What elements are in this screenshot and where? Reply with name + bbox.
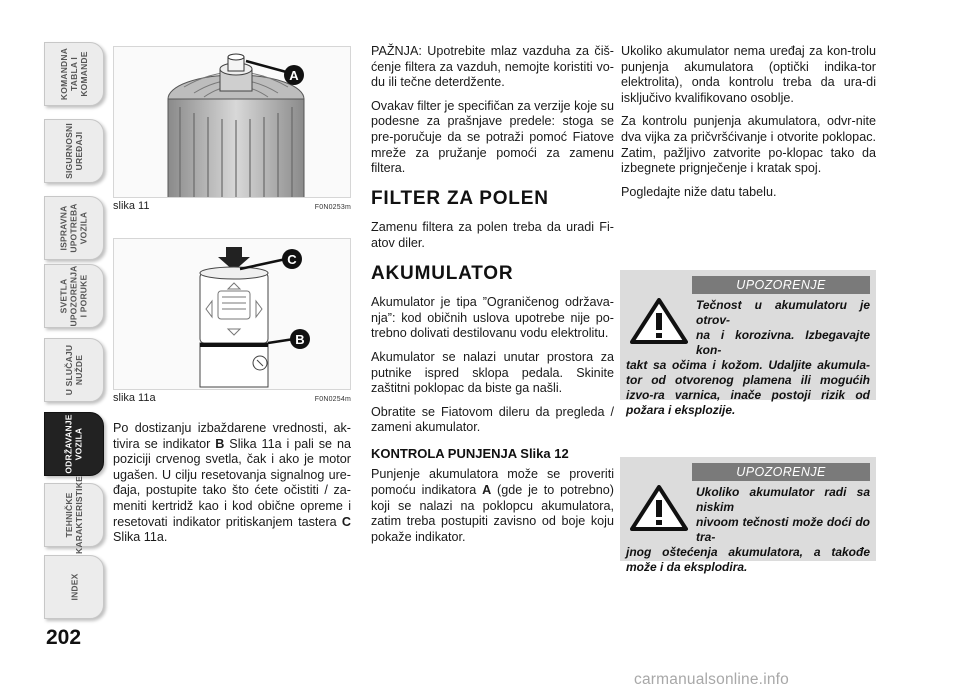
column-3 (621, 44, 876, 208)
tab-label: ODRŽAVANJE VOZILA (64, 414, 84, 474)
tab-label: ISPRAVNA UPOTREBA VOZILA (58, 203, 89, 253)
paragraph-battery-dealer: Obratite se Fiatovom dileru da pregleda / zameni akumulator. (371, 404, 614, 435)
column-2 (371, 44, 614, 553)
warning-title: UPOZORENJE (692, 276, 870, 294)
tab-ispravna-upotreba[interactable] (44, 196, 104, 260)
tab-index[interactable] (44, 555, 104, 619)
marker-b-label: B (295, 332, 305, 347)
tab-label: SIGURNOSNI UREĐAJI (64, 123, 84, 179)
marker-c-label: C (287, 252, 297, 267)
heading-pollen-filter: FILTER ZA POLEN (371, 187, 549, 209)
figure-11a-caption (113, 392, 351, 404)
paragraph-no-indicator: Ukoliko akumulator nema uređaj za kon-trolu punjenja akumulatora (optički indika-tor elektrolita), onda kontrolu treba da ura-di isključivo kvalifikovano osoblje. (621, 44, 876, 105)
warning-text: Tečnost u akumulatoru je otrov- na i korozivna. Izbegavajte kon- takt sa očima i kožom. Udaljite akumula-tor od otvorenog plamena ili mogućih izvo-ra varnica, inače postoji rizik od požara i eksplozije. (626, 298, 870, 417)
warning-triangle-icon (630, 485, 688, 531)
figure-11-caption (113, 200, 351, 212)
paragraph-charge-procedure: Za kontrolu punjenja akumulatora, odvr-nite dva vijka za pričvršćivanje i otvorite poklopac. Zatim, pažljivo zatvorite po-klopac tako da izbegnete prignječenje i kratak spoj. (621, 114, 876, 176)
paragraph-pollen-filter: Zamenu filtera za polen treba da uradi Fi-atov diler. (371, 220, 614, 250)
tab-label: KOMANDNA TABLA I KOMANDE (59, 47, 89, 101)
page-number: 202 (46, 626, 82, 649)
tab-label: TEHNIČKE KARAKTERISTIKE (64, 476, 85, 554)
column-1 (113, 421, 351, 554)
marker-a-label: A (289, 68, 299, 83)
tab-svetla-upozorenja[interactable] (44, 264, 104, 328)
paragraph-charge-check: Punjenje akumulatora može se proveriti pomoću indikatora A (gde je to potrebno) koji se nalazi na poklopcu akumulatora, zatim treba postupiti zavisno od boje koju pokaže indikator. (371, 467, 614, 544)
figure-11-image (113, 46, 351, 198)
paragraph-battery-location: Akumulator se nalazi unutar prostora za putnike ispred sklopa pedala. Skinite zaštitni poklopac da biste ga našli. (371, 349, 614, 396)
tab-label: INDEX (68, 573, 79, 601)
tab-label: SVETLA UPOZORENJA I PORUKE (59, 265, 90, 327)
figure-11a-code: F0N0254m (314, 396, 351, 403)
paragraph-battery-type: Akumulator je tipa ”Ograničenog održava-nja”: kod običnih uslova upotrebe nije po-trebno dolivati destilovanu vodu elektrolitu. (371, 295, 614, 341)
figure-11 (113, 46, 351, 212)
air-filter-illustration (114, 47, 351, 198)
figure-11-code: F0N0253m (314, 204, 351, 211)
paragraph-indicator-reset: Po dostizanju izbaždarene vrednosti, ak-tivira se indikator B Slika 11a i pali se na poziciji crvenog svetla, čak i ako je motor ugašen. U cilju resetovanja signalnog ure-đaja, postupite tako što ćete očistiti / za-meniti kertridž kao i kod obične opreme i resetovati indikator pritiskanjem tastera C Slika 11a. (113, 421, 351, 545)
paragraph-attention: PAŽNJA: Upotrebite mlaz vazduha za čiš-ćenje filtera za vazduh, nemojte koristiti vo-du ili tečne deterdžente. (371, 44, 614, 90)
filter-indicator-illustration (114, 239, 351, 390)
figure-11a-image (113, 238, 351, 390)
warning-title: UPOZORENJE (692, 463, 870, 481)
figure-11a-label: slika 11a (113, 392, 156, 404)
warning-triangle-icon (630, 298, 688, 344)
heading-charge-check: KONTROLA PUNJENJA Slika 12 (371, 445, 569, 461)
tab-odrzavanje-vozila[interactable] (44, 412, 104, 476)
tab-sigurnosni-uredjaji[interactable] (44, 119, 104, 183)
tab-tehnicke-karakteristike[interactable] (44, 476, 104, 554)
tab-label: U SLUČAJU NUŽDE (63, 344, 84, 396)
warning-box-1 (620, 270, 876, 417)
warning-text: Ukoliko akumulator radi sa niskim nivoom tečnosti može doći do tra- jnog oštećenja akumulatora, a takođe može i da eksplodira. (626, 485, 870, 574)
paragraph-filter-version: Ovakav filter je specifičan za verzije koje su podesne za prašnjave predele: stoga se pre-poručuje da se potraži pomoć Fiatove mreže za pružanje pomoći za zamenu filtera. (371, 98, 614, 176)
tab-komandna-tabla[interactable] (44, 42, 104, 106)
watermark: carmanualsonline.info (634, 671, 789, 688)
warning-box-2 (620, 457, 876, 574)
figure-11a (113, 238, 351, 404)
tab-u-slucaju-nuzde[interactable] (44, 338, 104, 402)
figure-11-label: slika 11 (113, 200, 150, 212)
heading-battery: AKUMULATOR (371, 262, 514, 284)
paragraph-see-table: Pogledajte niže datu tabelu. (621, 184, 777, 199)
